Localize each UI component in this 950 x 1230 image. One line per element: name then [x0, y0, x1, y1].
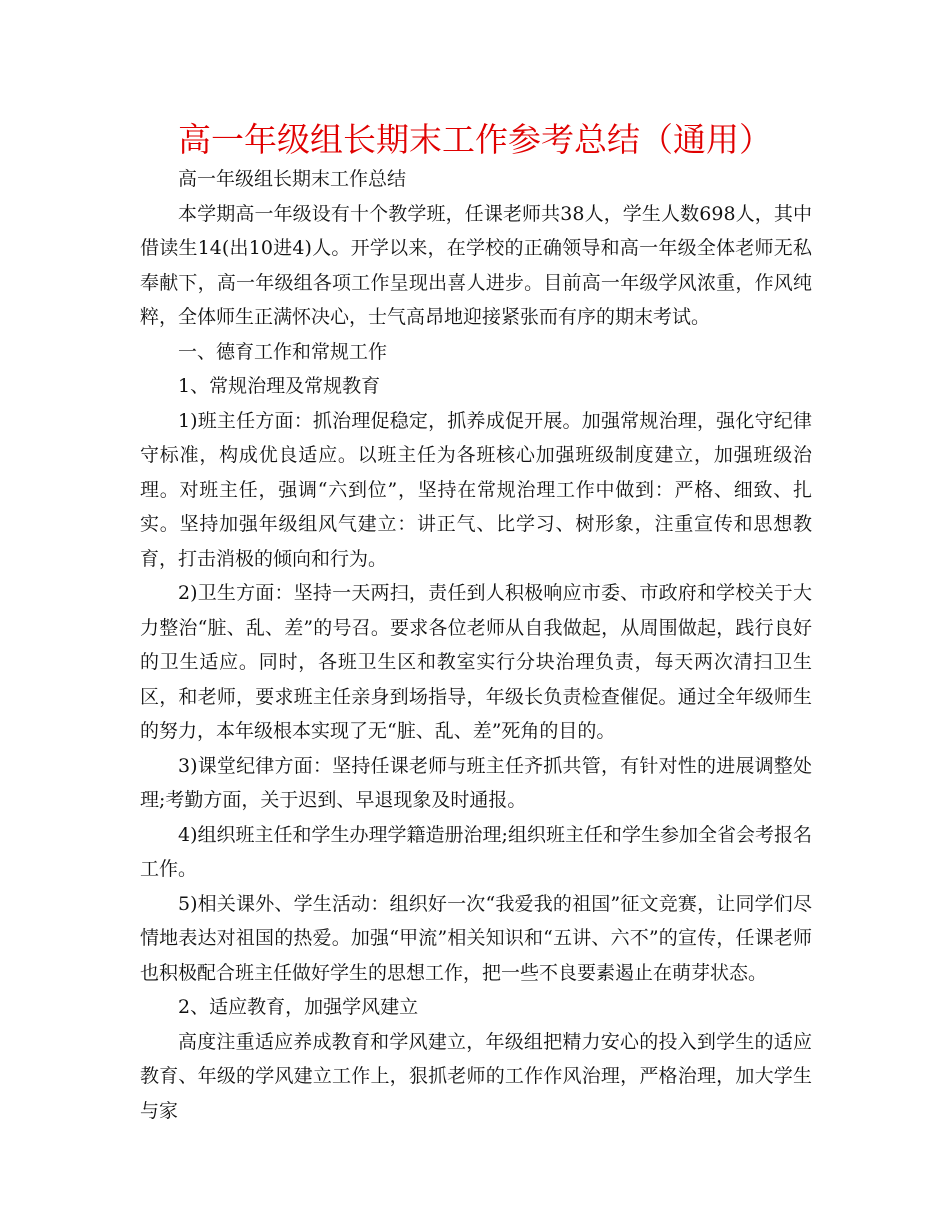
- paragraph-extracurricular-activities: 5)相关课外、学生活动：组织好一次“我爱我的祖国”征文竞赛，让同学们尽情地表达对祖国的热爱。加强“甲流”相关知识和“五讲、六不”的宣传，任课老师也积极配合班主任做好学生的思想工作，把一些不良要素遏止在萌芽状态。: [140, 892, 812, 984]
- paragraph-head-teacher: 1)班主任方面：抓治理促稳定，抓养成促开展。加强常规治理，强化守纪律守标准，构成优良适应。以班主任为各班核心加强班级制度建立，加强班级治理。对班主任，强调“六到位”，坚持在常规治理工作中做到：严格、细致、扎实。坚持加强年级组风气建立：讲正气、比学习、树形象，注重宣传和思想教育，打击消极的倾向和行为。: [140, 409, 812, 570]
- section-heading-moral-education: 一、德育工作和常规工作: [178, 340, 388, 363]
- paragraph-classroom-discipline: 3)课堂纪律方面：坚持任课老师与班主任齐抓共管，有针对性的进展调整处理;考勤方面，关于迟到、早退现象及时通报。: [140, 754, 812, 811]
- paragraph-study-habits: 高度注重适应养成教育和学风建立，年级组把精力安心的投入到学生的适应教育、年级的学风建立工作上，狠抓老师的工作作风治理，严格治理，加大学生与家: [140, 1030, 812, 1122]
- subsection-heading-study-habits: 2、适应教育，加强学风建立: [178, 996, 419, 1018]
- paragraph-hygiene: 2)卫生方面：坚持一天两扫，责任到人积极响应市委、市政府和学校关于大力整治“脏、乱、差”的号召。要求各位老师从自我做起，从周围做起，践行良好的卫生适应。同时，各班卫生区和教室实行分块治理负责，每天两次清扫卫生区，和老师，要求班主任亲身到场指导，年级长负责检查催促。通过全年级师生的努力，本年级根本实现了无“脏、乱、差”死角的目的。: [140, 582, 812, 742]
- subtitle-paragraph: 高一年级组长期末工作总结: [178, 168, 407, 190]
- document-title: 高一年级组长期末工作参考总结（通用）: [178, 120, 772, 159]
- intro-paragraph: 本学期高一年级设有十个教学班，任课老师共38人，学生人数698人，其中借读生14(出10进4)人。开学以来，在学校的正确领导和高一年级全体老师无私奉献下，高一年级组各项工作呈现出喜人进步。目前高一年级学风浓重，作风纯粹，全体师生正满怀决心，士气高昂地迎接紧张而有序的期末考试。: [140, 202, 812, 328]
- subsection-heading-routine-management: 1、常规治理及常规教育: [178, 375, 381, 397]
- document-body: [140, 162, 812, 1128]
- paragraph-student-registration: 4)组织班主任和学生办理学籍造册治理;组织班主任和学生参加全省会考报名工作。: [140, 823, 812, 880]
